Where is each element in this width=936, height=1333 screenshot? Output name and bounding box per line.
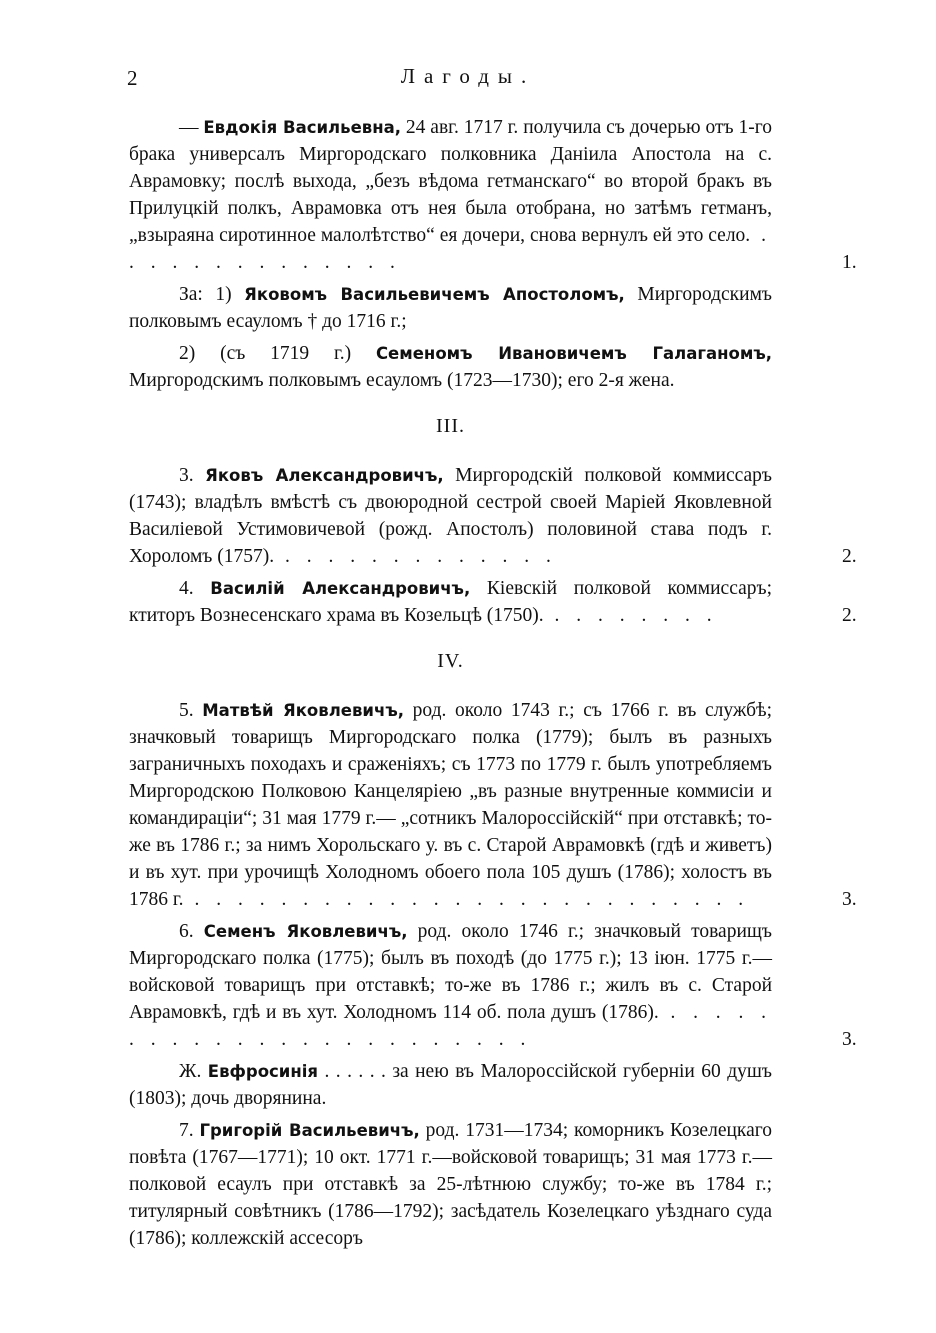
person-name: Матвѣй Яковлевичъ, — [202, 701, 404, 720]
entry-yakov — [129, 462, 857, 570]
entry-lead: 4. — [179, 578, 211, 599]
section-heading-iv: IV. — [437, 650, 464, 672]
entry-spouse-1 — [129, 281, 772, 335]
entry-vasily — [129, 575, 857, 629]
entry-text: род. около 1746 г.; значковый товарищъ Миргородскаго полка (1775); былъ въ походѣ (до 1775 г.); 13 іюн. 1775 г.—войсковой товарищъ при отставкѣ; то-же въ 1786 г.; жилъ въ с. Старой Аврамовкѣ, гдѣ и въ хут. Холодномъ 114 об. пола душъ (1786). — [129, 921, 772, 1023]
entry-evfrosinia — [129, 1058, 772, 1112]
entry-lead: — — [179, 117, 204, 138]
person-name: Яковъ Александровичъ, — [205, 466, 444, 485]
page-body — [129, 114, 857, 1257]
dot-leader: . . . . . . . . . . . . . — [274, 546, 557, 567]
entry-lead: 6. — [179, 921, 204, 942]
entry-evdokia — [129, 114, 857, 276]
person-name: Семеномъ Ивановичемъ Галаганомъ, — [375, 344, 772, 363]
entry-spouse-2 — [129, 340, 772, 394]
entry-text: Кіевскій полковой коммиссаръ; ктиторъ Вознесенскаго храма въ Козельцѣ (1750). — [129, 578, 772, 626]
entry-lead: За: 1) — [179, 284, 245, 305]
person-name: Василій Александровичъ, — [210, 579, 471, 598]
generation-ref: 1. — [842, 252, 857, 273]
dot-leader: . . . . . . . . . . . . . . . . . . . . . . . . . . — [183, 889, 750, 910]
entry-text: род. около 1743 г.; съ 1766 г. въ службѣ; значковый товарищъ Миргородскаго полка (1779); былъ въ разныхъ заграничныхъ походахъ и сраженіяхъ; съ 1773 по 1779 г. былъ употребляемъ Миргородскою Полковою Канцеляріею „въ разные внутренные коммисіи и командираціи“; 31 мая 1779 г.— „сотникъ Малороссійскій“ при отставкѣ; то-же въ 1786 г.; за нимъ Хорольскаго у. въ с. Старой Аврамовкѣ (гдѣ и живетъ) и въ хут. при урочищѣ Холодномъ обоего пола 105 душъ (1786); холостъ въ 1786 г. — [129, 700, 772, 910]
entry-lead: 2) (съ 1719 г.) — [179, 343, 376, 364]
person-name: Евдокія Васильевна, — [203, 118, 402, 137]
entry-semen — [129, 918, 857, 1053]
entry-lead: 7. — [179, 1120, 200, 1141]
entry-lead: Ж. — [179, 1061, 208, 1082]
entry-text: 24 авг. 1717 г. получила съ дочерью отъ 1-го брака универсалъ Миргородскаго полковника Даніила Апостола на с. Аврамовку; послѣ выхода, „безъ вѣдома гетманскаго“ во второй бракъ въ Прилуцкій полкъ, Аврамовка отъ нея была отобрана, но затѣмъ гетманъ, „взыраяна сиротинное малолѣтство“ ея дочери, снова вернулъ ей это село. — [129, 117, 773, 246]
dot-leader: . . . . . . . . . . . . . . — [129, 225, 773, 273]
section-heading-iii: III. — [436, 415, 465, 437]
running-title: Лагоды. — [400, 64, 536, 88]
generation-ref: 3. — [842, 1029, 857, 1050]
person-name: Яковомъ Васильевичемъ Апостоломъ, — [244, 285, 625, 304]
person-name: Григорій Васильевичъ, — [199, 1121, 420, 1140]
generation-ref: 2. — [842, 546, 857, 567]
entry-matvey — [129, 697, 857, 913]
entry-text: род. 1731—1734; коморникъ Козелецкаго повѣта (1767—1771); 10 окт. 1771 г.—войсковой товарищъ; 31 мая 1773 г.—полковой есаулъ при отставкѣ за 25-лѣтнюю службу; то-же въ 1784 г.; титулярный совѣтникъ (1786—1792); засѣдатель Козелецкаго уѣзднаго суда (1786); коллежскій ассесоръ — [129, 1120, 773, 1249]
entry-grigory — [129, 1117, 772, 1252]
dot-leader: . . . . . . . . . . . . . . . . . . . . . . . . — [129, 1002, 773, 1050]
entry-text: Миргородскимъ полковымъ есауломъ (1723—1730); его 2-я жена. — [129, 370, 675, 391]
generation-ref: 3. — [842, 889, 857, 910]
entry-lead: 3. — [179, 465, 206, 486]
person-name: Евфросинія — [207, 1062, 319, 1081]
dot-leader: . . . . . . . . — [543, 605, 718, 626]
person-name: Семенъ Яковлевичъ, — [203, 922, 408, 941]
entry-text: Миргородскій полковой коммиссаръ (1743); владѣлъ вмѣстѣ съ двоюродной сестрой своей Маріей Яковлевной Василіевой Устимовичевой (рожд. Апостолъ) половиной става подъ г. Хороломъ (1757). — [129, 465, 773, 567]
entry-text: . . . . . . за нею въ Малороссійской губерніи 60 душъ (1803); дочь дворянина. — [129, 1061, 772, 1109]
entry-lead: 5. — [179, 700, 203, 721]
entry-text: Миргородскимъ полковымъ есауломъ † до 1716 г.; — [129, 284, 772, 332]
page-number: 2 — [127, 66, 138, 90]
generation-ref: 2. — [842, 605, 857, 626]
